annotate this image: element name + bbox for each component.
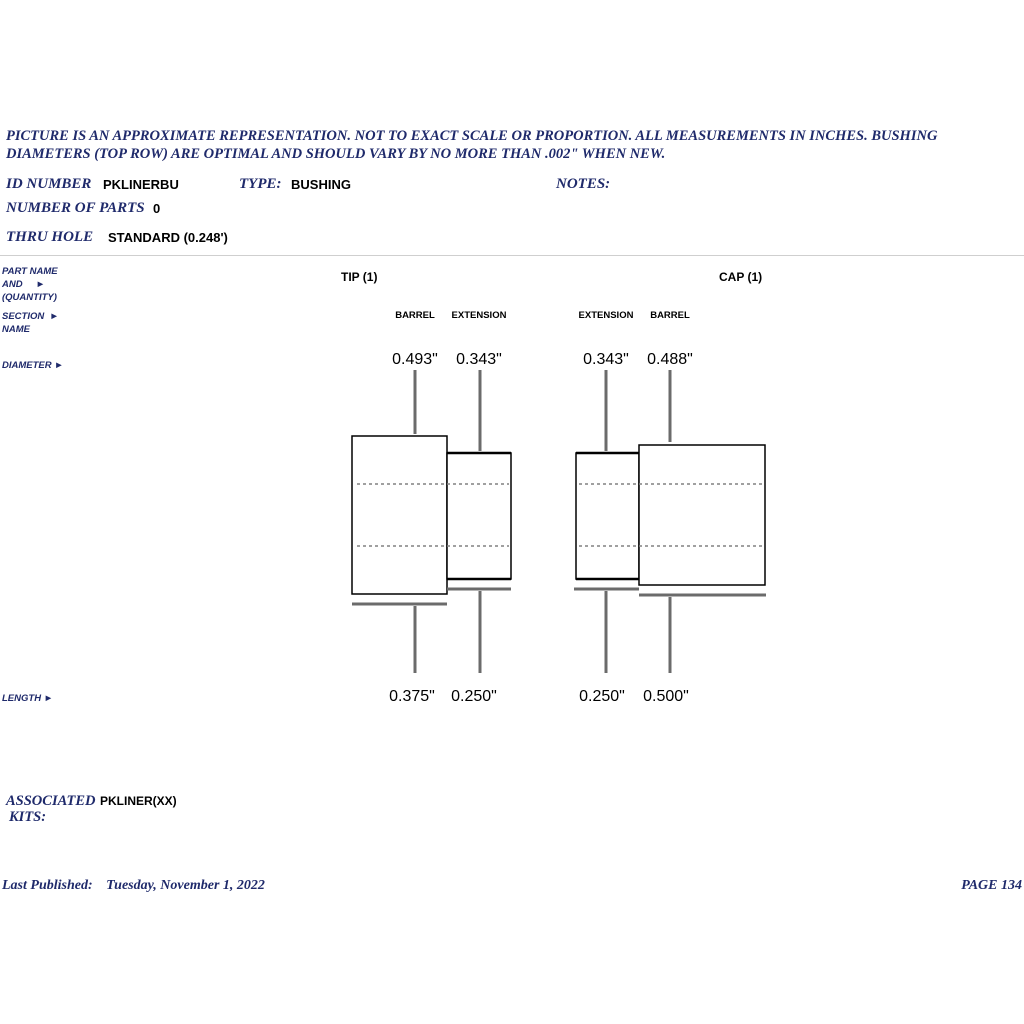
part-name-label-line3: (QUANTITY) bbox=[2, 292, 57, 303]
diameter-tip-extension: 0.343" bbox=[456, 351, 502, 368]
associated-kits-label-line2: KITS: bbox=[9, 809, 47, 825]
id-number-value: PKLINERBU bbox=[103, 177, 179, 192]
type-label: TYPE: bbox=[239, 176, 282, 192]
diameter-cap-extension: 0.343" bbox=[583, 351, 629, 368]
part-name-label-and: AND bbox=[2, 279, 23, 290]
length-cap-extension: 0.250" bbox=[579, 688, 625, 705]
thru-hole-value: STANDARD (0.248') bbox=[108, 230, 228, 245]
cap-barrel-section bbox=[639, 445, 765, 585]
diameter-tip-barrel: 0.493" bbox=[392, 351, 438, 368]
section-name-tip-barrel: BARREL bbox=[395, 310, 435, 321]
length-tip-extension: 0.250" bbox=[451, 688, 497, 705]
part-name-label-line1: PART NAME bbox=[2, 266, 58, 277]
published-date: Tuesday, November 1, 2022 bbox=[106, 878, 265, 893]
associated-kits-label bbox=[6, 793, 95, 825]
thru-hole-label: THRU HOLE bbox=[6, 229, 94, 245]
diameter-cap-barrel: 0.488" bbox=[647, 351, 693, 368]
part-name-tip: TIP (1) bbox=[341, 270, 378, 284]
section-name-cap-barrel: BARREL bbox=[650, 310, 690, 321]
associated-kits-label-line1: ASSOCIATED bbox=[6, 793, 96, 809]
part-name-cap: CAP (1) bbox=[719, 270, 763, 284]
length-cap-barrel: 0.500" bbox=[643, 688, 689, 705]
cap-extension-section bbox=[576, 453, 639, 579]
section-arrow-icon: ► bbox=[49, 311, 59, 322]
section-label-line2: NAME bbox=[2, 324, 30, 335]
length-row-label: LENGTH ► bbox=[2, 693, 54, 704]
diameter-row-label: DIAMETER ► bbox=[2, 360, 64, 371]
page-number: PAGE 134 bbox=[961, 878, 1022, 893]
section-name-cap-extension: EXTENSION bbox=[578, 310, 634, 321]
part-name-arrow-icon: ► bbox=[35, 279, 46, 290]
associated-kits-value: PKLINER(XX) bbox=[100, 794, 177, 808]
parts-count-label: NUMBER OF PARTS bbox=[6, 200, 145, 216]
parts-count-value: 0 bbox=[153, 201, 161, 216]
notes-label: NOTES: bbox=[556, 176, 611, 192]
section-name-tip-extension: EXTENSION bbox=[451, 310, 507, 321]
footer-published bbox=[2, 878, 275, 894]
tip-extension-section bbox=[447, 453, 511, 579]
section-label-text: SECTION bbox=[2, 311, 45, 322]
published-label: Last Published: bbox=[2, 878, 93, 893]
disclaimer-text: PICTURE IS AN APPROXIMATE REPRESENTATION. NOT TO EXACT SCALE OR PROPORTION. ALL MEASUREMENTS IN INCHES. BUSHING DIAMETERS (TOP ROW) ARE OPTIMAL AND SHOULD VARY BY NO MORE THAN .002" WHEN NEW. bbox=[6, 128, 938, 162]
length-tip-barrel: 0.375" bbox=[389, 688, 435, 705]
type-value: BUSHING bbox=[291, 177, 351, 192]
tip-barrel-section bbox=[352, 436, 447, 594]
id-number-label: ID NUMBER bbox=[6, 176, 92, 192]
